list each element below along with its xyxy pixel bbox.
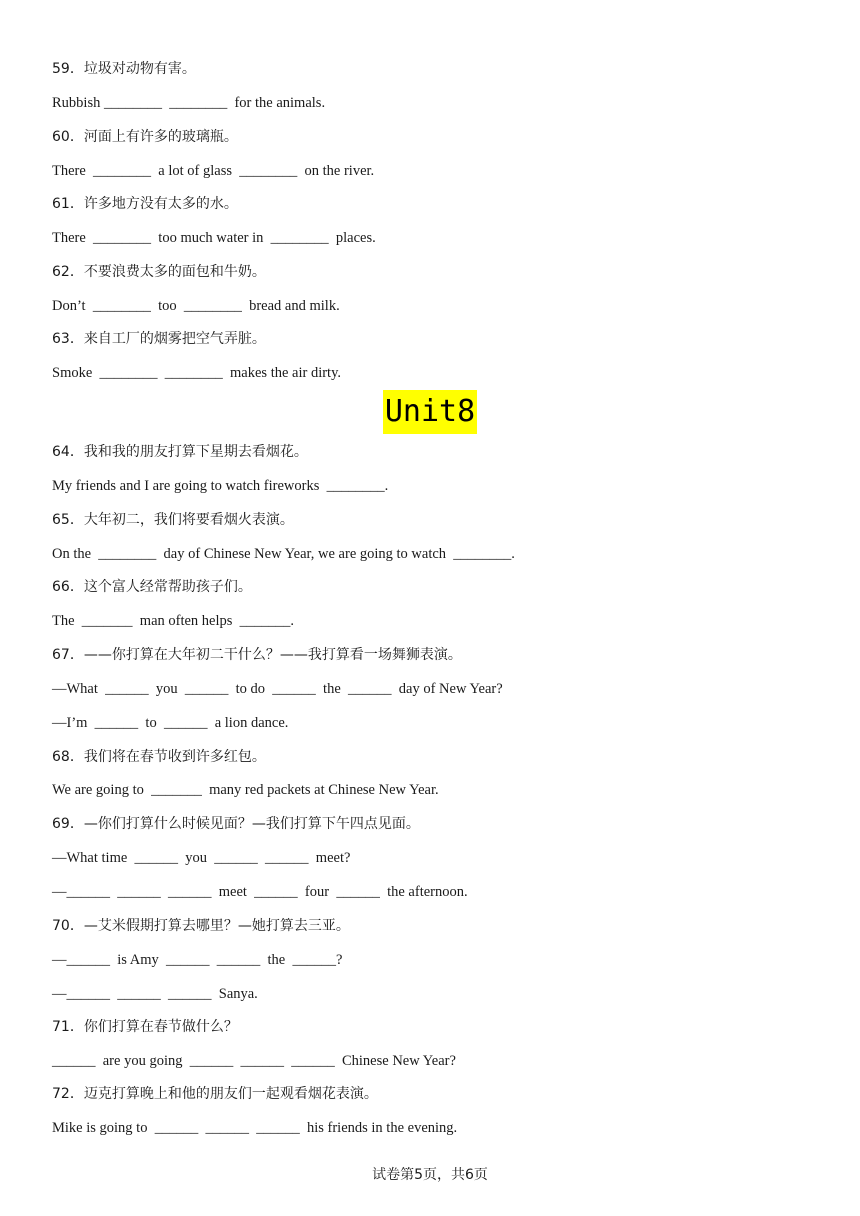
question-71-answer: ______ are you going ______ ______ ______ Chinese New Year? [52,1053,456,1069]
question-65-answer: On the ________ day of Chinese New Year, we are going to watch ________. [52,546,515,562]
question-59-prompt: 59．垃圾对动物有害。 [52,61,196,77]
question-66-prompt: 66．这个富人经常帮助孩子们。 [52,579,252,595]
question-68-prompt: 68．我们将在春节收到许多红包。 [52,749,266,765]
question-61-answer: There ________ too much water in ________ places. [52,230,376,246]
question-67-answer-line-1: —What ______ you ______ to do ______ the ______ day of New Year? [52,681,503,697]
question-65-prompt: 65．大年初二，我们将要看烟火表演。 [52,512,294,528]
question-63-answer: Smoke ________ ________ makes the air dirty. [52,365,342,381]
page-footer: 试卷第5页，共6页 [372,1167,488,1183]
question-71-prompt: 71．你们打算在春节做什么？ [52,1019,238,1035]
question-60-answer: There ________ a lot of glass ________ on the river. [52,163,375,179]
question-69-answer-line-2: —______ ______ ______ meet ______ four ______ the afternoon. [52,884,468,900]
question-72-prompt: 72．迈克打算晚上和他的朋友们一起观看烟花表演。 [52,1086,378,1102]
question-64-answer: My friends and I are going to watch fireworks ________. [52,478,389,494]
question-69-answer-line-1: —What time ______ you ______ ______ meet? [52,850,351,866]
question-70-answer-line-2: —______ ______ ______ Sanya. [52,986,258,1002]
question-63-prompt: 63．来自工厂的烟雾把空气弄脏。 [52,331,266,347]
question-70-prompt: 70．—艾米假期打算去哪里？—她打算去三亚。 [52,918,350,934]
question-61-prompt: 61．许多地方没有太多的水。 [52,196,238,212]
question-66-answer: The _______ man often helps _______. [52,613,295,629]
unit-heading [0,390,860,434]
question-62-answer: Don’t ________ too ________ bread and milk. [52,298,340,314]
question-70-answer-line-1: —______ is Amy ______ ______ the ______? [52,952,343,968]
question-62-prompt: 62．不要浪费太多的面包和牛奶。 [52,264,266,280]
question-67-answer-line-2: —I’m ______ to ______ a lion dance. [52,715,289,731]
question-68-answer: We are going to _______ many red packets at Chinese New Year. [52,782,439,798]
question-72-answer: Mike is going to ______ ______ ______ his friends in the evening. [52,1120,458,1136]
unit-heading-label: Unit8 [383,390,477,434]
question-60-prompt: 60．河面上有许多的玻璃瓶。 [52,129,238,145]
question-64-prompt: 64．我和我的朋友打算下星期去看烟花。 [52,444,308,460]
question-59-answer: Rubbish ________ ________ for the animals. [52,95,326,111]
question-67-prompt: 67．——你打算在大年初二干什么？——我打算看一场舞狮表演。 [52,647,462,663]
question-69-prompt: 69．—你们打算什么时候见面？—我们打算下午四点见面。 [52,816,420,832]
